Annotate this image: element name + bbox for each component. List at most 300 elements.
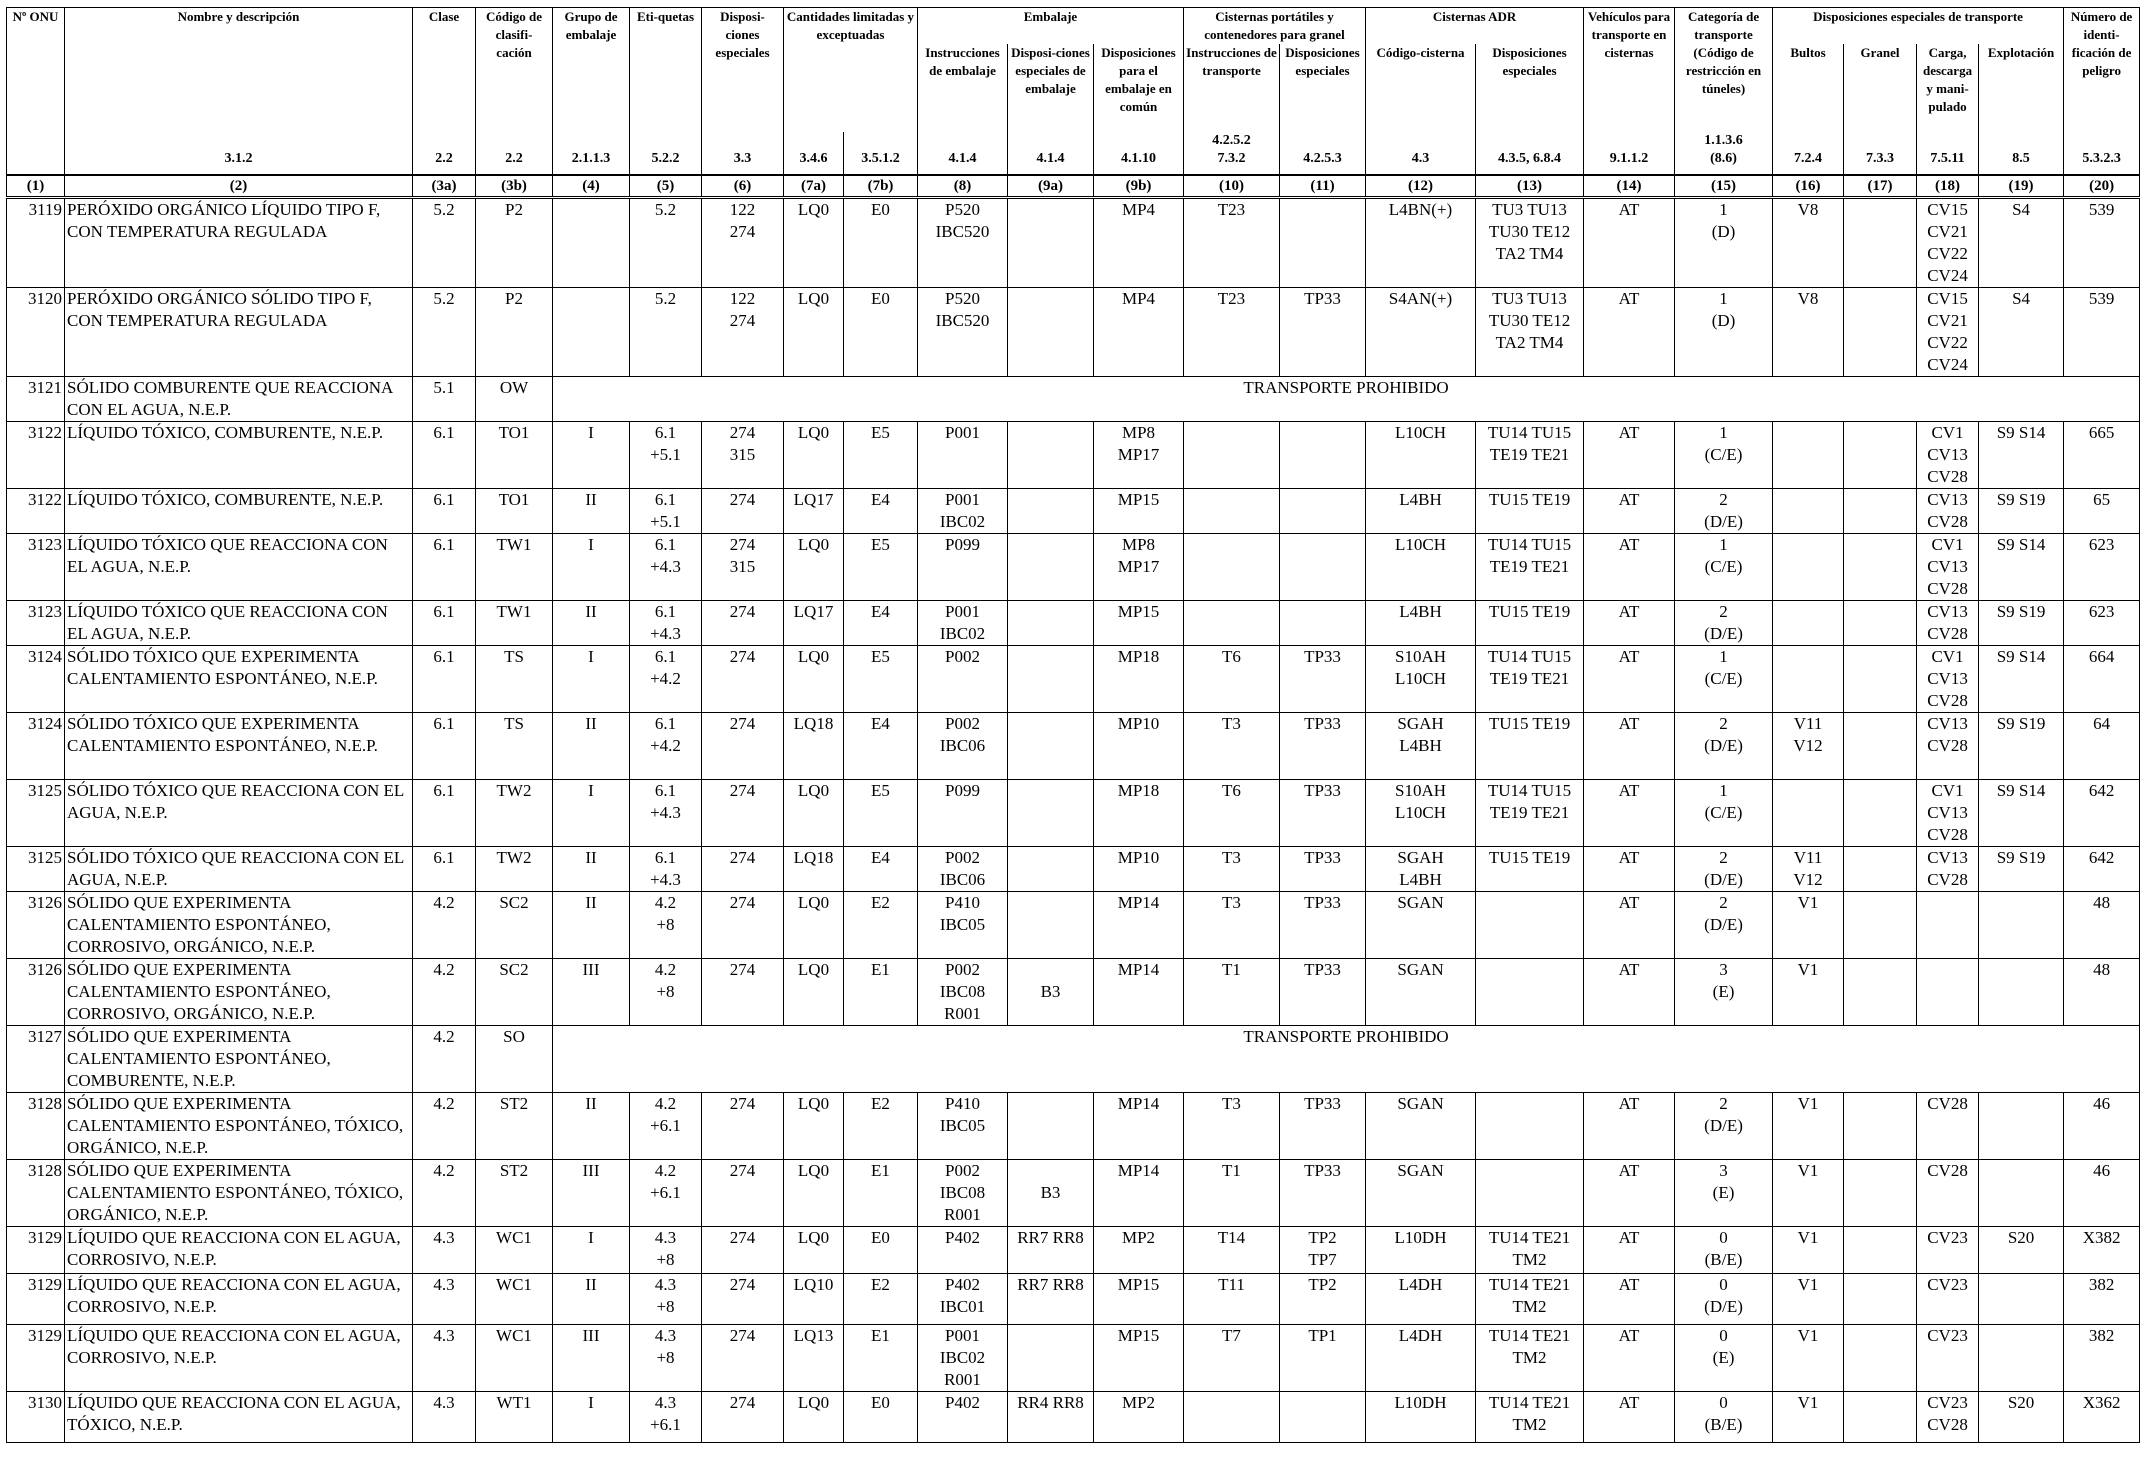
cell-no-onu: 3121 (7, 377, 65, 422)
cell-nombre: LÍQUIDO QUE REACCIONA CON EL AGUA, CORROSIVO, N.E.P. (65, 1227, 413, 1274)
cell-value: 6.1 +4.3 (630, 847, 702, 892)
cell-value: ST2 (476, 1093, 553, 1160)
cell-value (1008, 780, 1094, 847)
cell-value: P002 IBC08 R001 (918, 959, 1008, 1026)
cell-value: OW (476, 377, 553, 422)
cell-value: 2 (D/E) (1675, 601, 1773, 646)
cell-value (1008, 489, 1094, 534)
cell-value: AT (1584, 489, 1675, 534)
column-number: (4) (553, 175, 630, 198)
cell-value: 6.1 (413, 489, 476, 534)
cell-value: 274 (702, 1093, 784, 1160)
cell-value: E5 (844, 422, 918, 489)
cell-value: TU14 TU15 TE19 TE21 (1476, 534, 1584, 601)
cell-value: T6 (1184, 646, 1280, 713)
cell-value: TW1 (476, 534, 553, 601)
cell-value: 3 (E) (1675, 1160, 1773, 1227)
cell-value: 1 (C/E) (1675, 646, 1773, 713)
cell-value: T23 (1184, 198, 1280, 288)
cell-value: T7 (1184, 1325, 1280, 1392)
table-row (7, 1227, 2140, 1274)
cell-value: P520 IBC520 (918, 198, 1008, 288)
table-row (7, 959, 2140, 1026)
ref-cell: 7.3.3 (1844, 132, 1917, 175)
cell-value: WC1 (476, 1274, 553, 1325)
table-row (7, 377, 2140, 422)
cell-value: 274 (702, 1227, 784, 1274)
table-row (7, 601, 2140, 646)
cell-value (1280, 489, 1366, 534)
cell-value: 274 (702, 1392, 784, 1443)
cell-value: S9 S14 (1979, 780, 2064, 847)
header-no-onu: Nº ONU (7, 8, 65, 133)
cell-value: 0 (B/E) (1675, 1227, 1773, 1274)
cell-value: 6.1 +4.2 (630, 646, 702, 713)
ref-cell: 7.2.4 (1773, 132, 1844, 175)
cell-value: E4 (844, 713, 918, 780)
cell-value (1844, 959, 1917, 1026)
table-row (7, 1392, 2140, 1443)
cell-value: P001 IBC02 R001 (918, 1325, 1008, 1392)
cell-value: RR4 RR8 (1008, 1392, 1094, 1443)
cell-value: S9 S19 (1979, 713, 2064, 780)
cell-value: T6 (1184, 780, 1280, 847)
cell-value: 5.2 (413, 198, 476, 288)
cell-value (1844, 489, 1917, 534)
cell-value: RR7 RR8 (1008, 1274, 1094, 1325)
table-header (7, 8, 2140, 198)
cell-value: TU14 TE21 TM2 (1476, 1392, 1584, 1443)
cell-value: S9 S19 (1979, 601, 2064, 646)
cell-value: V11 V12 (1773, 847, 1844, 892)
table-row (7, 892, 2140, 959)
cell-value: P099 (918, 534, 1008, 601)
cell-value: CV23 (1917, 1227, 1979, 1274)
cell-value: MP4 (1094, 198, 1184, 288)
cell-value: T3 (1184, 847, 1280, 892)
cell-value: CV13 CV28 (1917, 847, 1979, 892)
cell-value: 642 (2064, 847, 2140, 892)
cell-value: P099 (918, 780, 1008, 847)
cell-value: E1 (844, 959, 918, 1026)
cell-nombre: SÓLIDO TÓXICO QUE EXPERIMENTA CALENTAMIENTO ESPONTÁNEO, N.E.P. (65, 713, 413, 780)
cell-value: TP1 (1280, 1325, 1366, 1392)
cell-value: AT (1584, 847, 1675, 892)
table-row (7, 288, 2140, 377)
cell-value: AT (1584, 534, 1675, 601)
cell-value: CV1 CV13 CV28 (1917, 646, 1979, 713)
cell-value: 4.3 (413, 1325, 476, 1392)
cell-value: MP14 (1094, 959, 1184, 1026)
cell-value: CV1 CV13 CV28 (1917, 534, 1979, 601)
cell-value: TU15 TE19 (1476, 847, 1584, 892)
column-number: (8) (918, 175, 1008, 198)
cell-value: MP18 (1094, 646, 1184, 713)
cell-value: T1 (1184, 1160, 1280, 1227)
cell-no-onu: 3127 (7, 1026, 65, 1093)
ref-cell: 4.1.4 (918, 132, 1008, 175)
cell-value: 1 (C/E) (1675, 422, 1773, 489)
cell-value: CV15 CV21 CV22 CV24 (1917, 198, 1979, 288)
cell-nombre: LÍQUIDO QUE REACCIONA CON EL AGUA, TÓXICO, N.E.P. (65, 1392, 413, 1443)
cell-value: MP2 (1094, 1227, 1184, 1274)
cell-nombre: SÓLIDO QUE EXPERIMENTA CALENTAMIENTO ESPONTÁNEO, TÓXICO, ORGÁNICO, N.E.P. (65, 1093, 413, 1160)
cell-value: 2 (D/E) (1675, 489, 1773, 534)
cell-value: V1 (1773, 1274, 1844, 1325)
cell-value: SC2 (476, 959, 553, 1026)
cell-value: 2 (D/E) (1675, 892, 1773, 959)
cell-value (1008, 422, 1094, 489)
cell-value: TU14 TU15 TE19 TE21 (1476, 646, 1584, 713)
cell-value: MP8 MP17 (1094, 534, 1184, 601)
cell-value: 1 (D) (1675, 198, 1773, 288)
cell-value: III (553, 1325, 630, 1392)
column-number: (20) (2064, 175, 2140, 198)
cell-value: E1 (844, 1160, 918, 1227)
table-row (7, 1325, 2140, 1392)
cell-value: 6.1 (413, 847, 476, 892)
cell-value: L10CH (1366, 422, 1476, 489)
cell-value: AT (1584, 1274, 1675, 1325)
cell-value: 274 (702, 892, 784, 959)
cell-no-onu: 3125 (7, 847, 65, 892)
column-number: (2) (65, 175, 413, 198)
cell-value: MP15 (1094, 601, 1184, 646)
cell-value: SO (476, 1026, 553, 1093)
ref-cell: 3.4.6 (784, 132, 844, 175)
cell-no-onu: 3126 (7, 959, 65, 1026)
cell-value: 0 (D/E) (1675, 1274, 1773, 1325)
cell-no-onu: 3129 (7, 1325, 65, 1392)
ref-cell (7, 132, 65, 175)
cell-value: MP2 (1094, 1392, 1184, 1443)
cell-value: TU15 TE19 (1476, 601, 1584, 646)
column-number: (13) (1476, 175, 1584, 198)
cell-value: S10AH L10CH (1366, 780, 1476, 847)
cell-value: P402 IBC01 (918, 1274, 1008, 1325)
cell-value: E5 (844, 646, 918, 713)
cell-value: 6.1 +5.1 (630, 489, 702, 534)
table-row (7, 489, 2140, 534)
reference-row (7, 132, 2140, 175)
cell-value: AT (1584, 959, 1675, 1026)
cell-value: 1 (D) (1675, 288, 1773, 377)
cell-value: S9 S14 (1979, 422, 2064, 489)
cell-value: MP15 (1094, 1274, 1184, 1325)
cell-value (1844, 601, 1917, 646)
cell-nombre: LÍQUIDO QUE REACCIONA CON EL AGUA, CORROSIVO, N.E.P. (65, 1325, 413, 1392)
cell-value: 4.2 +6.1 (630, 1160, 702, 1227)
cell-value (1280, 198, 1366, 288)
cell-value (1844, 1160, 1917, 1227)
column-number: (3a) (413, 175, 476, 198)
table-row (7, 1274, 2140, 1325)
cell-value (1844, 847, 1917, 892)
cell-value: SGAN (1366, 1160, 1476, 1227)
cell-value: LQ0 (784, 959, 844, 1026)
cell-value: V1 (1773, 1325, 1844, 1392)
cell-value: 4.3 +8 (630, 1274, 702, 1325)
cell-value (1844, 288, 1917, 377)
cell-value: 539 (2064, 198, 2140, 288)
cell-nombre: LÍQUIDO QUE REACCIONA CON EL AGUA, CORROSIVO, N.E.P. (65, 1274, 413, 1325)
cell-value: V1 (1773, 959, 1844, 1026)
cell-value (1184, 422, 1280, 489)
cell-value: 5.2 (630, 288, 702, 377)
cell-value: 4.2 +6.1 (630, 1093, 702, 1160)
cell-no-onu: 3120 (7, 288, 65, 377)
cell-value: 48 (2064, 892, 2140, 959)
cell-value: II (553, 601, 630, 646)
cell-value: AT (1584, 198, 1675, 288)
cell-value: P2 (476, 288, 553, 377)
cell-value: 274 (702, 847, 784, 892)
cell-value (1008, 1093, 1094, 1160)
cell-value: LQ0 (784, 1093, 844, 1160)
cell-nombre: SÓLIDO QUE EXPERIMENTA CALENTAMIENTO ESPONTÁNEO, COMBURENTE, N.E.P. (65, 1026, 413, 1093)
cell-value: 274 (702, 1325, 784, 1392)
cell-no-onu: 3130 (7, 1392, 65, 1443)
cell-nombre: SÓLIDO QUE EXPERIMENTA CALENTAMIENTO ESPONTÁNEO, CORROSIVO, ORGÁNICO, N.E.P. (65, 959, 413, 1026)
header-cisternas-adr: Cisternas ADR (1366, 8, 1584, 45)
cell-value (1184, 489, 1280, 534)
cell-nombre: SÓLIDO QUE EXPERIMENTA CALENTAMIENTO ESPONTÁNEO, CORROSIVO, ORGÁNICO, N.E.P. (65, 892, 413, 959)
cell-value: 6.1 (413, 534, 476, 601)
cell-value (1476, 892, 1584, 959)
cell-value: P520 IBC520 (918, 288, 1008, 377)
cell-nombre: PERÓXIDO ORGÁNICO SÓLIDO TIPO F, CON TEMPERATURA REGULADA (65, 288, 413, 377)
cell-value: MP8 MP17 (1094, 422, 1184, 489)
cell-value: P001 IBC02 (918, 601, 1008, 646)
cell-value: 539 (2064, 288, 2140, 377)
cell-value: CV13 CV28 (1917, 601, 1979, 646)
cell-value: WC1 (476, 1227, 553, 1274)
cell-no-onu: 3126 (7, 892, 65, 959)
cell-value: P002 IBC08 R001 (918, 1160, 1008, 1227)
cell-value: I (553, 1392, 630, 1443)
cell-value: TU3 TU13 TU30 TE12 TA2 TM4 (1476, 288, 1584, 377)
cell-value: 6.1 +5.1 (630, 422, 702, 489)
cell-nombre: LÍQUIDO TÓXICO QUE REACCIONA CON EL AGUA, N.E.P. (65, 534, 413, 601)
cell-value: CV13 CV28 (1917, 713, 1979, 780)
cell-value: P002 IBC06 (918, 847, 1008, 892)
ref-cell: 1.1.3.6 (8.6) (1675, 132, 1773, 175)
cell-value: TP33 (1280, 1160, 1366, 1227)
column-number: (7a) (784, 175, 844, 198)
cell-no-onu: 3128 (7, 1093, 65, 1160)
cell-value: II (553, 489, 630, 534)
cell-value: T23 (1184, 288, 1280, 377)
cell-value (1008, 713, 1094, 780)
cell-value: 274 (702, 1274, 784, 1325)
cell-value: V8 (1773, 288, 1844, 377)
cell-value: TP33 (1280, 847, 1366, 892)
column-number: (5) (630, 175, 702, 198)
cell-value: 122 274 (702, 198, 784, 288)
cell-value: AT (1584, 288, 1675, 377)
cell-value (1917, 959, 1979, 1026)
cell-value: 382 (2064, 1274, 2140, 1325)
cell-value: X362 (2064, 1392, 2140, 1443)
cell-nombre: LÍQUIDO TÓXICO, COMBURENTE, N.E.P. (65, 422, 413, 489)
cell-value: AT (1584, 1392, 1675, 1443)
cell-value: S4AN(+) (1366, 288, 1476, 377)
header-dt-explotacion: Explotación (1979, 44, 2064, 132)
cell-value: S20 (1979, 1227, 2064, 1274)
cell-value: SGAH L4BH (1366, 713, 1476, 780)
cell-value: P410 IBC05 (918, 892, 1008, 959)
cell-value: 3 (E) (1675, 959, 1773, 1026)
cell-nombre: SÓLIDO COMBURENTE QUE REACCIONA CON EL AGUA, N.E.P. (65, 377, 413, 422)
cell-value: 2 (D/E) (1675, 1093, 1773, 1160)
cell-value: 1 (C/E) (1675, 534, 1773, 601)
cell-value: 665 (2064, 422, 2140, 489)
header-dt-granel: Granel (1844, 44, 1917, 132)
cell-value: 4.2 (413, 1160, 476, 1227)
cell-nombre: PERÓXIDO ORGÁNICO LÍQUIDO TIPO F, CON TEMPERATURA REGULADA (65, 198, 413, 288)
cell-no-onu: 3119 (7, 198, 65, 288)
cell-value: 4.3 +8 (630, 1325, 702, 1392)
cell-value: AT (1584, 1160, 1675, 1227)
cell-value: 274 315 (702, 422, 784, 489)
column-number: (6) (702, 175, 784, 198)
cell-value: TP33 (1280, 288, 1366, 377)
cell-value: L10DH (1366, 1392, 1476, 1443)
cell-value: TU14 TE21 TM2 (1476, 1325, 1584, 1392)
cell-value: S20 (1979, 1392, 2064, 1443)
cell-value: 623 (2064, 534, 2140, 601)
cell-value: 4.3 +8 (630, 1227, 702, 1274)
cell-value: L4BH (1366, 601, 1476, 646)
cell-value: II (553, 713, 630, 780)
cell-value: TP33 (1280, 646, 1366, 713)
header-codigo: Código de clasifi-cación (476, 8, 553, 133)
ref-cell: 5.2.2 (630, 132, 702, 175)
header-adr-codigo: Código-cisterna (1366, 44, 1476, 132)
cell-value: T3 (1184, 713, 1280, 780)
cell-value (1008, 534, 1094, 601)
table-body (7, 198, 2140, 1443)
cell-value (1008, 198, 1094, 288)
cell-value: TP33 (1280, 892, 1366, 959)
cell-value: L4DH (1366, 1325, 1476, 1392)
cell-value: MP4 (1094, 288, 1184, 377)
cell-value: SGAN (1366, 892, 1476, 959)
cell-value (553, 198, 630, 288)
cell-value: E0 (844, 288, 918, 377)
cell-value: S9 S19 (1979, 847, 2064, 892)
cell-value: LQ10 (784, 1274, 844, 1325)
cell-value: I (553, 422, 630, 489)
cell-value: L4DH (1366, 1274, 1476, 1325)
cell-value: L4BN(+) (1366, 198, 1476, 288)
cell-value: ST2 (476, 1160, 553, 1227)
cell-value (1844, 422, 1917, 489)
cell-value: E2 (844, 1093, 918, 1160)
ref-cell: 5.3.2.3 (2064, 132, 2140, 175)
cell-value: L10CH (1366, 534, 1476, 601)
cell-value: 65 (2064, 489, 2140, 534)
header-cisternas-portatiles: Cisternas portátiles y contenedores para granel (1184, 8, 1366, 45)
header-categoria: Categoría de transporte (Código de restricción en túneles) (1675, 8, 1773, 133)
cell-value: MP14 (1094, 1160, 1184, 1227)
header-emb-instrucciones: Instrucciones de embalaje (918, 44, 1008, 132)
cell-value: S9 S14 (1979, 534, 2064, 601)
cell-value: 642 (2064, 780, 2140, 847)
cell-value: III (553, 1160, 630, 1227)
ref-cell: 2.1.1.3 (553, 132, 630, 175)
header-cp-instrucciones: Instrucciones de transporte (1184, 44, 1280, 132)
cell-value: SGAN (1366, 1093, 1476, 1160)
cell-value: CV23 (1917, 1325, 1979, 1392)
column-number: (11) (1280, 175, 1366, 198)
ref-cell: 3.5.1.2 (844, 132, 918, 175)
cell-value: S9 S19 (1979, 489, 2064, 534)
cell-value: V1 (1773, 892, 1844, 959)
cell-value: TU14 TE21 TM2 (1476, 1274, 1584, 1325)
cell-value: E0 (844, 198, 918, 288)
ref-cell: 8.5 (1979, 132, 2064, 175)
dangerous-goods-table (6, 7, 2140, 1443)
cell-value: TP2 TP7 (1280, 1227, 1366, 1274)
header-grupo: Grupo de embalaje (553, 8, 630, 133)
cell-value: I (553, 1227, 630, 1274)
table-row (7, 713, 2140, 780)
cell-no-onu: 3123 (7, 601, 65, 646)
cell-value: AT (1584, 892, 1675, 959)
cell-value: L4BH (1366, 489, 1476, 534)
cell-value (1844, 1392, 1917, 1443)
column-number: (3b) (476, 175, 553, 198)
cell-value: SC2 (476, 892, 553, 959)
cell-value (1008, 847, 1094, 892)
cell-value: CV28 (1917, 1160, 1979, 1227)
cell-value: MP14 (1094, 892, 1184, 959)
ref-cell: 4.2.5.3 (1280, 132, 1366, 175)
table-row (7, 1026, 2140, 1093)
cell-value: TW2 (476, 780, 553, 847)
cell-value: AT (1584, 646, 1675, 713)
cell-value: 6.1 (413, 601, 476, 646)
cell-value: MP15 (1094, 1325, 1184, 1392)
cell-value: 2 (D/E) (1675, 847, 1773, 892)
cell-value: II (553, 1093, 630, 1160)
cell-value (1280, 534, 1366, 601)
cell-value: P410 IBC05 (918, 1093, 1008, 1160)
table-row (7, 1093, 2140, 1160)
ref-cell: 9.1.1.2 (1584, 132, 1675, 175)
cell-value: 5.2 (413, 288, 476, 377)
cell-value: TO1 (476, 422, 553, 489)
cell-value (1773, 422, 1844, 489)
cell-no-onu: 3123 (7, 534, 65, 601)
cell-value (1844, 1227, 1917, 1274)
cell-value: TS (476, 646, 553, 713)
cell-value: B3 (1008, 959, 1094, 1026)
cell-value (1844, 646, 1917, 713)
cell-value: 4.2 (413, 1026, 476, 1093)
cell-value: 6.1 +4.3 (630, 534, 702, 601)
cell-value: LQ17 (784, 601, 844, 646)
cell-nombre: LÍQUIDO TÓXICO QUE REACCIONA CON EL AGUA, N.E.P. (65, 601, 413, 646)
cell-value: B3 (1008, 1160, 1094, 1227)
column-number: (9b) (1094, 175, 1184, 198)
cell-value (1844, 892, 1917, 959)
cell-value: S4 (1979, 288, 2064, 377)
header-disposiciones: Disposi-ciones especiales (702, 8, 784, 133)
cell-value: 274 (702, 601, 784, 646)
cell-value: V11 V12 (1773, 713, 1844, 780)
